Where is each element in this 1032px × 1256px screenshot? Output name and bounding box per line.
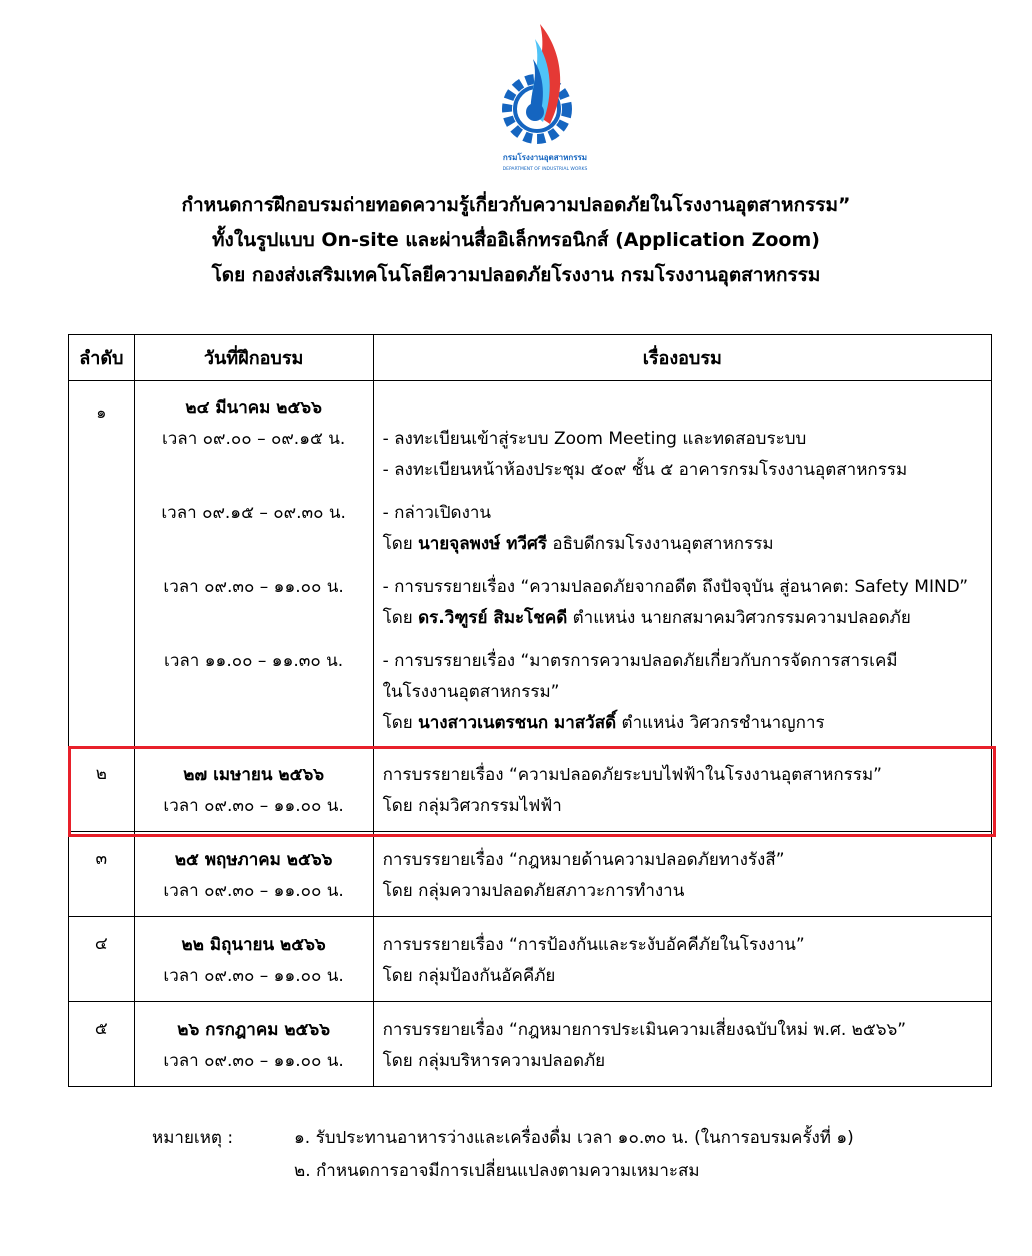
row-topic: การบรรยายเรื่อง “ความปลอดภัยระบบไฟฟ้าในโรงงานอุตสาหกรรม” [382, 765, 882, 785]
row-number: ๑ [96, 403, 107, 422]
agenda-item: - การบรรยายเรื่อง “ความปลอดภัยจากอดีต ถึงปัจจุบัน สู่อนาคต: Safety MIND” [382, 577, 969, 597]
note-item: ๑. รับประทานอาหารว่างและเครื่องดื่ม เวลา ๑๐.๓๐ น. (ในการอบรมครั้งที่ ๑) [294, 1128, 854, 1148]
header-topic: เรื่องอบรม [373, 335, 991, 381]
row-speaker: โดย กลุ่มป้องกันอัคคีภัย [382, 966, 556, 986]
heading-line-3: โดย กองส่งเสริมเทคโนโลยีความปลอดภัยโรงงาน กรมโรงงานอุตสาหกรรม [211, 264, 821, 286]
speaker-name: นายจุลพงษ์ ทวีศรี [418, 534, 547, 554]
flame-gear-icon [495, 14, 595, 174]
table-row [69, 917, 992, 1002]
row-time: เวลา ๐๙.๐๐ – ๐๙.๑๕ น. [161, 429, 346, 449]
row-time: เวลา ๐๙.๓๐ – ๑๑.๐๐ น. [163, 577, 344, 597]
agenda-speaker: โดย ดร.วิฑูรย์ สิมะโชคดี ตำแหน่ง นายกสมาคมวิศวกรรมความปลอดภัย [382, 608, 911, 628]
row-date: ๒๔ มีนาคม ๒๕๖๖ [185, 398, 322, 418]
row-topic: การบรรยายเรื่อง “กฎหมายด้านความปลอดภัยทางรังสี” [382, 850, 785, 870]
agenda-speaker: โดย นางสาวเนตรชนก มาสวัสดิ์ ตำแหน่ง วิศวกรชำนาญการ [382, 713, 825, 733]
speaker-name: นางสาวเนตรชนก มาสวัสดิ์ [418, 713, 617, 733]
row-time: เวลา ๑๑.๐๐ – ๑๑.๓๐ น. [164, 651, 344, 671]
department-logo [495, 14, 595, 174]
table-header-row [69, 335, 992, 381]
agenda-item: - การบรรยายเรื่อง “มาตรการความปลอดภัยเกี่ยวกับการจัดการสารเคมี [382, 651, 898, 671]
row-date: ๒๗ เมษายน ๒๕๖๖ [183, 765, 325, 785]
agenda-item: - ลงทะเบียนหน้าห้องประชุม ๕๐๙ ชั้น ๕ อาคารกรมโรงงานอุตสาหกรรม [382, 460, 908, 480]
table-row [69, 832, 992, 917]
logo-text-en: DEPARTMENT OF INDUSTRIAL WORKS [502, 167, 588, 172]
row-number: ๔ [94, 934, 108, 954]
row-speaker: โดย กลุ่มบริหารความปลอดภัย [382, 1051, 606, 1071]
notes-label: หมายเหตุ : [152, 1128, 234, 1148]
row-time: เวลา ๐๙.๓๐ – ๑๑.๐๐ น. [163, 1051, 344, 1071]
logo-text-th: กรมโรงงานอุตสาหกรรม [502, 153, 588, 162]
row-number: ๒ [95, 764, 107, 784]
agenda-item: - กล่าวเปิดงาน [382, 503, 492, 523]
row-time: เวลา ๐๙.๓๐ – ๑๑.๐๐ น. [163, 966, 344, 986]
table-row [69, 381, 992, 747]
speaker-name: ดร.วิฑูรย์ สิมะโชคดี [418, 608, 568, 628]
row-time: เวลา ๐๙.๓๐ – ๑๑.๐๐ น. [163, 881, 344, 901]
schedule-table [68, 334, 992, 1087]
header-date: วันที่ฝึกอบรม [134, 335, 373, 381]
row-number: ๓ [95, 849, 108, 869]
agenda-speaker: โดย นายจุลพงษ์ ทวีศรี อธิบดีกรมโรงงานอุตสาหกรรม [382, 534, 774, 554]
row-topic: การบรรยายเรื่อง “กฎหมายการประเมินความเสี่ยงฉบับใหม่ พ.ศ. ๒๕๖๖” [382, 1020, 907, 1040]
row-date: ๒๖ กรกฎาคม ๒๕๖๖ [177, 1020, 330, 1040]
row-time: เวลา ๐๙.๑๕ – ๐๙.๓๐ น. [161, 503, 346, 523]
row-date: ๒๒ มิถุนายน ๒๕๖๖ [181, 935, 326, 955]
row-time: เวลา ๐๙.๓๐ – ๑๑.๐๐ น. [163, 796, 344, 816]
row-date: ๒๕ พฤษภาคม ๒๕๖๖ [174, 850, 333, 870]
header-no: ลำดับ [69, 335, 135, 381]
note-item: ๒. กำหนดการอาจมีการเปลี่ยนแปลงตามความเหมาะสม [294, 1161, 700, 1181]
table-row [69, 747, 992, 832]
agenda-item: - ลงทะเบียนเข้าสู่ระบบ Zoom Meeting และทดสอบระบบ [382, 429, 807, 449]
heading-line-2: ทั้งในรูปแบบ On-site และผ่านสื่ออิเล็กทรอนิกส์ (Application Zoom) [212, 229, 820, 251]
row-speaker: โดย กลุ่มความปลอดภัยสภาวะการทำงาน [382, 881, 685, 901]
table-row [69, 1002, 992, 1087]
row-number: ๕ [94, 1019, 108, 1039]
agenda-item: ในโรงงานอุตสาหกรรม” [382, 682, 560, 702]
row-topic: การบรรยายเรื่อง “การป้องกันและระงับอัคคีภัยในโรงงาน” [382, 935, 805, 955]
heading-line-1: กำหนดการฝึกอบรมถ่ายทอดความรู้เกี่ยวกับความปลอดภัยในโรงงานอุตสาหกรรม” [181, 194, 851, 216]
row-speaker: โดย กลุ่มวิศวกรรมไฟฟ้า [382, 796, 562, 816]
